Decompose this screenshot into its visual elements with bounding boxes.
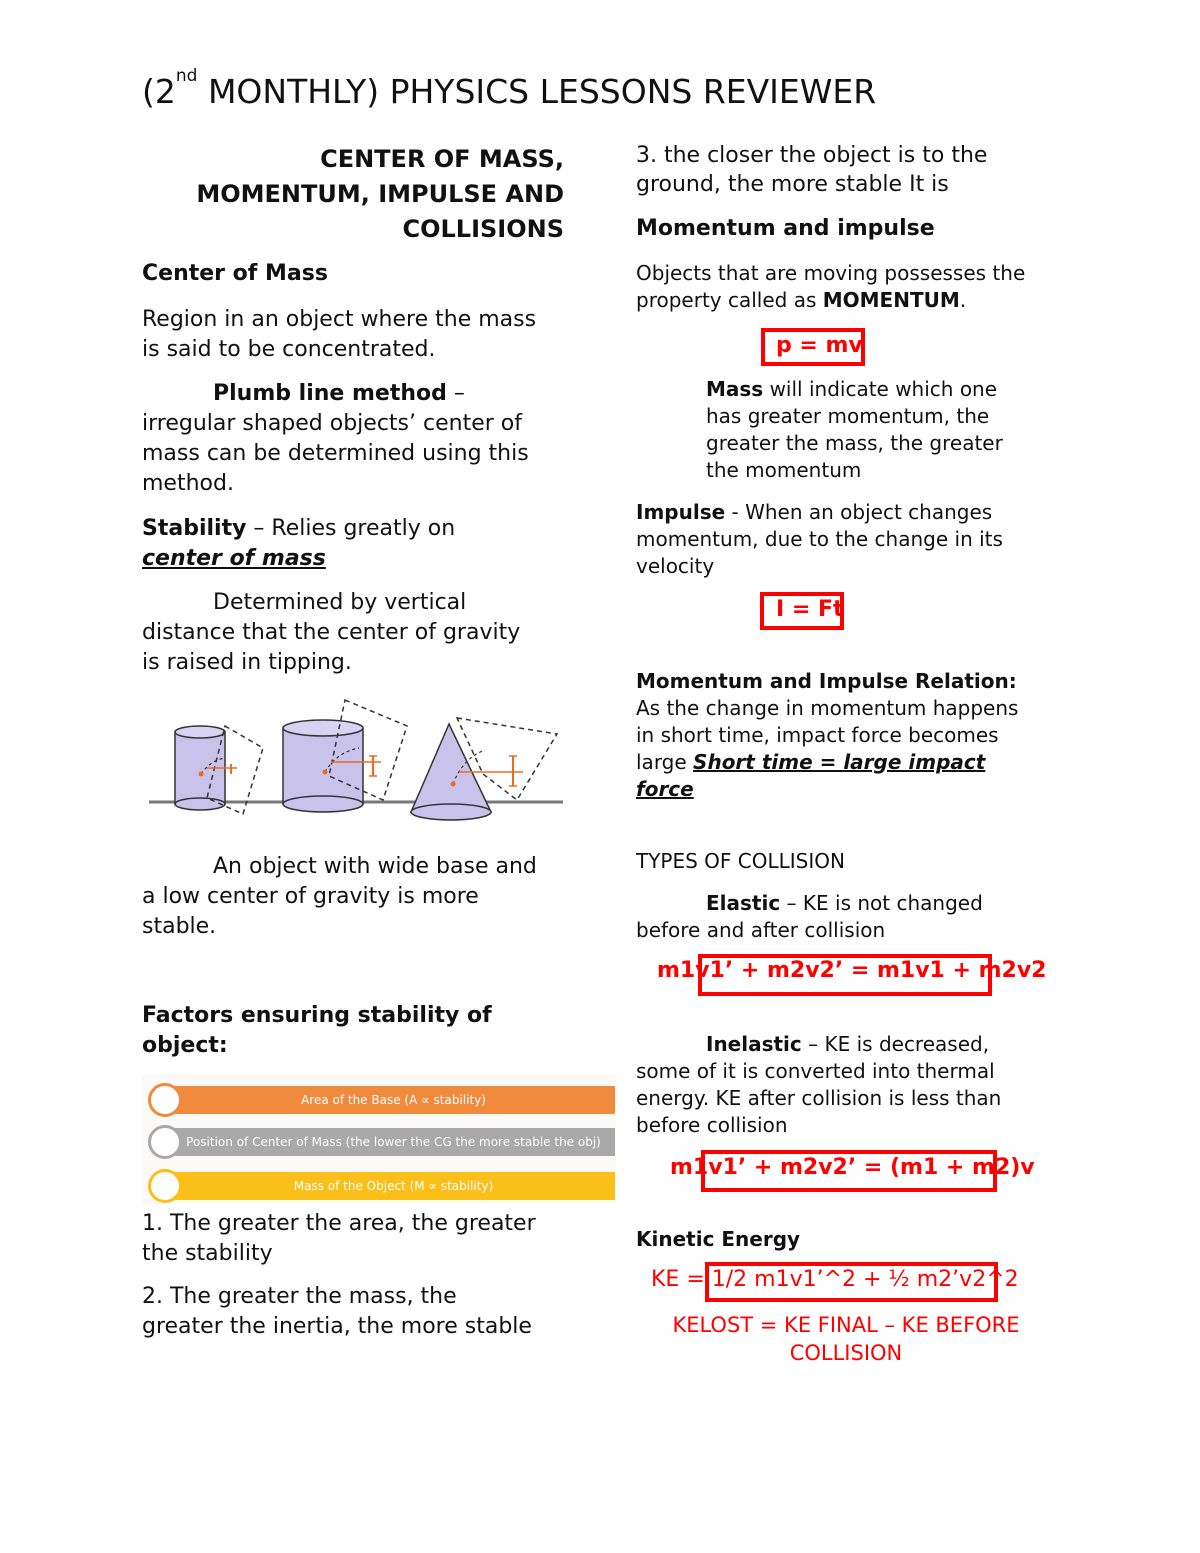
text-line: is raised in tipping. — [142, 650, 352, 675]
formula-elastic: m1v1’ + m2v2’ = m1v1 + m2v2 — [657, 958, 1047, 983]
kinetic-energy-heading: Kinetic Energy — [636, 1227, 801, 1251]
stability-rest: – Relies greatly on — [246, 516, 456, 541]
momentum-definition — [636, 260, 1025, 314]
formula-momentum: p = mv — [776, 333, 863, 358]
text-line: 3. the closer the object is to the — [636, 143, 988, 168]
wide-base-paragraph — [142, 852, 537, 942]
formula-box — [705, 1262, 998, 1302]
wide-cylinder — [283, 700, 407, 812]
text-line: greater the mass, the greater — [706, 431, 1003, 455]
elastic-paragraph — [636, 890, 983, 944]
factor-bar-mass: Mass of the Object (M ∝ stability) — [172, 1172, 615, 1200]
text-span: . — [959, 288, 967, 312]
text-line: energy. KE after collision is less than — [636, 1086, 1002, 1110]
cone — [411, 718, 557, 820]
formula-impulse: I = Ft — [776, 597, 844, 622]
momentum-term: MOMENTUM — [822, 288, 960, 312]
text-line: 2. The greater the mass, the — [142, 1284, 457, 1309]
text-line: momentum, due to the change in its — [636, 527, 1003, 551]
formula-box — [761, 328, 865, 366]
text-span: property called as — [636, 288, 823, 312]
text-line: before and after collision — [636, 918, 886, 942]
factor-bar-area: Area of the Base (A ∝ stability) — [172, 1086, 615, 1114]
factor-circle-orange — [148, 1083, 182, 1117]
text-line: the momentum — [706, 458, 862, 482]
text-line: is said to be concentrated. — [142, 337, 436, 362]
formula-box — [760, 592, 844, 630]
title-post: MONTHLY) PHYSICS LESSONS REVIEWER — [197, 72, 877, 111]
section-heading — [142, 142, 564, 247]
impulse-term: Impulse — [636, 500, 726, 524]
text-line: velocity — [636, 554, 715, 578]
text-line: before collision — [636, 1113, 788, 1137]
relation-heading: Momentum and Impulse Relation: — [636, 669, 1017, 693]
section-heading-line: CENTER OF MASS, — [320, 145, 564, 173]
mass-term: Mass — [706, 377, 764, 401]
text-line: Determined by vertical — [213, 590, 467, 615]
impulse-paragraph — [636, 499, 1003, 580]
text-span: – KE is decreased, — [801, 1032, 990, 1056]
text-span: – KE is not changed — [780, 891, 983, 915]
title-sup: nd — [175, 66, 198, 86]
text-line: some of it is converted into thermal — [636, 1059, 995, 1083]
text-line: irregular shaped objects’ center of — [142, 411, 522, 436]
text-line: stable. — [142, 914, 217, 939]
inelastic-term: Inelastic — [706, 1032, 802, 1056]
relation-paragraph — [636, 668, 1018, 803]
formula-inelastic: m1v1’ + m2v2’ = (m1 + m2)v — [670, 1155, 1035, 1180]
text-line: the stability — [142, 1241, 273, 1266]
text-line: method. — [142, 471, 234, 496]
factor-3 — [636, 141, 987, 199]
ke-lost-formula — [636, 1311, 1056, 1367]
relation-emphasis: force — [636, 777, 694, 801]
factor-circle-yellow — [148, 1169, 182, 1203]
text-span: large — [636, 750, 694, 774]
collision-types-heading: TYPES OF COLLISION — [636, 849, 845, 873]
stability-paragraph — [142, 514, 455, 574]
text-span: - When an object changes — [725, 500, 993, 524]
text-line: KELOST = KE FINAL – KE BEFORE — [672, 1313, 1020, 1337]
determined-paragraph — [142, 588, 520, 678]
stability-link: center of mass — [142, 546, 326, 571]
inelastic-paragraph — [636, 1031, 1001, 1139]
text-line: mass can be determined using this — [142, 441, 529, 466]
text-line: a low center of gravity is more — [142, 884, 479, 909]
text-line: 1. The greater the area, the greater — [142, 1211, 536, 1236]
text-line: Region in an object where the mass — [142, 307, 537, 332]
text-line: An object with wide base and — [213, 854, 537, 879]
relation-emphasis: Short time = large impact — [693, 750, 986, 774]
momentum-impulse-heading: Momentum and impulse — [636, 216, 935, 241]
title-pre: (2 — [142, 72, 176, 111]
formula-box — [698, 954, 992, 996]
mass-paragraph — [706, 376, 1003, 484]
page-title — [142, 66, 877, 111]
plumb-line-paragraph — [142, 379, 572, 499]
section-heading-line: COLLISIONS — [402, 215, 564, 243]
section-heading-line: MOMENTUM, IMPULSE AND — [196, 180, 564, 208]
factor-circle-gray — [148, 1125, 182, 1159]
factor-1 — [142, 1209, 536, 1269]
com-heading: Center of Mass — [142, 261, 328, 286]
text-line: object: — [142, 1033, 228, 1058]
text-line: greater the inertia, the more stable — [142, 1314, 532, 1339]
elastic-term: Elastic — [706, 891, 781, 915]
formula-box — [701, 1150, 997, 1192]
formula-kinetic-energy: KE = 1/2 m1v1’^2 + ½ m2’v2^2 — [651, 1267, 1019, 1292]
plumb-term: Plumb line method — [213, 381, 447, 406]
text-line: ground, the more stable It is — [636, 172, 949, 197]
stability-shapes-illustration — [145, 688, 565, 828]
text-line: Objects that are moving possesses the — [636, 261, 1026, 285]
factor-bar-position: Position of Center of Mass (the lower the CG the more stable the obj) — [172, 1128, 615, 1156]
text-line: has greater momentum, the — [706, 404, 990, 428]
com-definition — [142, 305, 536, 365]
stability-term: Stability — [142, 516, 247, 541]
text-line: As the change in momentum happens — [636, 696, 1019, 720]
factors-heading — [142, 1001, 492, 1061]
factor-2 — [142, 1282, 532, 1342]
text-line: Factors ensuring stability of — [142, 1003, 492, 1028]
text-line: in short time, impact force becomes — [636, 723, 999, 747]
text-span: will indicate which one — [763, 377, 998, 401]
text-line: COLLISION — [789, 1341, 903, 1365]
plumb-dash: – — [446, 381, 465, 406]
text-line: distance that the center of gravity — [142, 620, 521, 645]
